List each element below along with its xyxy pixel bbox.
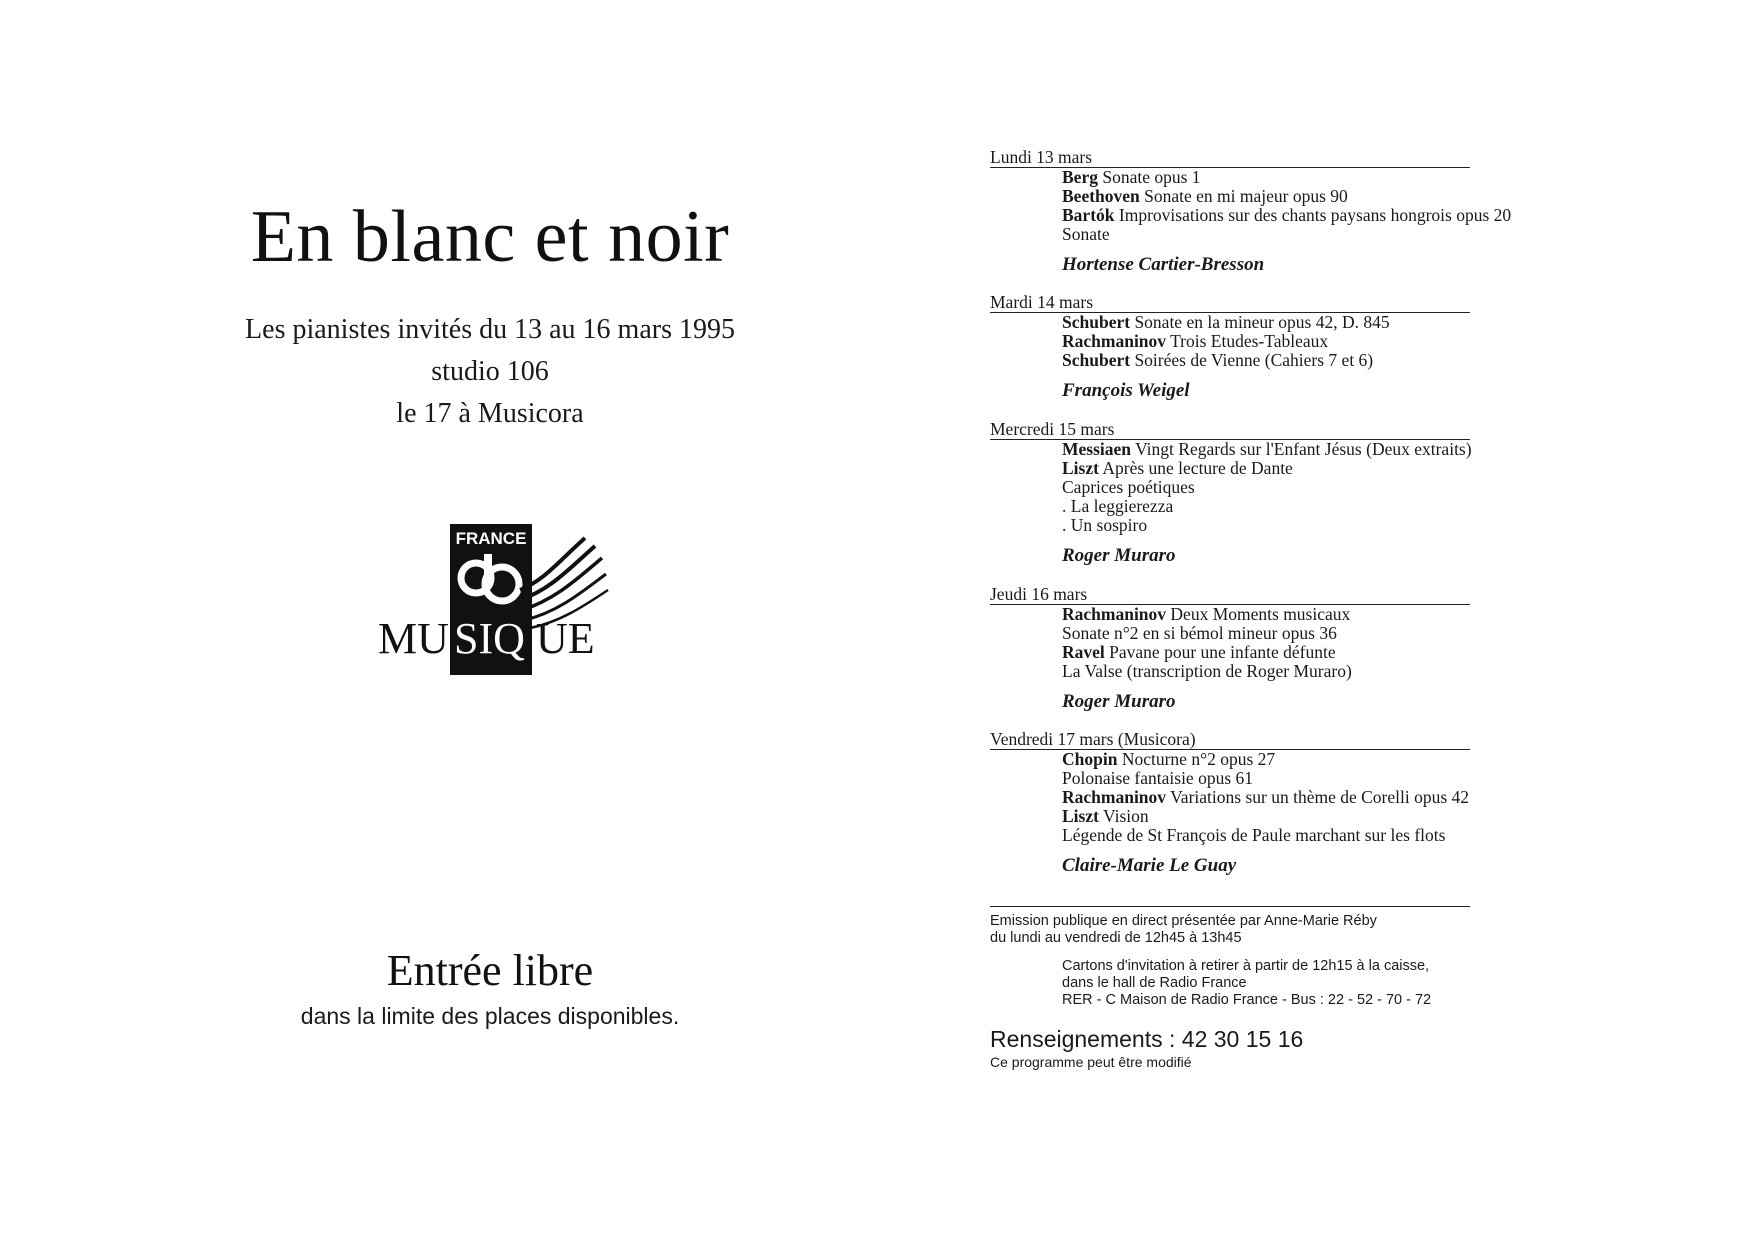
info-divider xyxy=(990,906,1470,907)
page-title: En blanc et noir xyxy=(250,196,730,278)
subtitle-studio: studio 106 xyxy=(431,356,549,387)
program-list xyxy=(1062,750,1755,845)
program-line: Schubert Sonate en la mineur opus 42, D. 845 xyxy=(1062,312,1390,332)
program-line: Messiaen Vingt Regards sur l'Enfant Jésus (Deux extraits) xyxy=(1062,439,1472,459)
program-line: Liszt Après une lecture de Dante xyxy=(1062,458,1293,478)
program-disclaimer: Ce programme peut être modifié xyxy=(990,1054,1192,1070)
program-line: Schubert Soirées de Vienne (Cahiers 7 et 6) xyxy=(1062,350,1374,370)
day-block-friday xyxy=(990,730,1755,877)
program-line: Berg Sonate opus 1 xyxy=(1062,167,1201,187)
subtitle-musicora: le 17 à Musicora xyxy=(396,398,584,429)
logo-france-text: FRANCE xyxy=(455,529,527,548)
program-line: . Un sospiro xyxy=(1062,515,1148,535)
logo-word-ue: UE xyxy=(536,614,595,663)
day-block-monday xyxy=(990,148,1755,276)
right-panel xyxy=(990,0,1755,1240)
entry-subtitle: dans la limite des places disponibles. xyxy=(300,1003,680,1029)
day-header: Mardi 14 mars xyxy=(990,293,1470,313)
pianist-name: François Weigel xyxy=(1062,380,1190,401)
day-header: Mercredi 15 mars xyxy=(990,420,1470,440)
program-line: Bartók Improvisations sur des chants paysans hongrois opus 20 xyxy=(1062,205,1512,225)
program-line: Légende de St François de Paule marchant sur les flots xyxy=(1062,825,1446,845)
renseignements-phone: Renseignements : 42 30 15 16 xyxy=(990,1026,1304,1052)
day-block-thursday xyxy=(990,585,1755,713)
program-line: Rachmaninov Deux Moments musicaux xyxy=(1062,604,1351,624)
program-list xyxy=(1062,440,1755,535)
day-block-tuesday xyxy=(990,293,1755,402)
program-line: Beethoven Sonate en mi majeur opus 90 xyxy=(1062,186,1348,206)
logo-word-mu: MU xyxy=(378,614,449,663)
pianist-name: Roger Muraro xyxy=(1062,691,1176,712)
program-line: Sonate xyxy=(1062,224,1110,244)
pianist-name: Hortense Cartier-Bresson xyxy=(1062,254,1265,275)
invite-line-1: Cartons d'invitation à retirer à partir de 12h15 à la caisse, xyxy=(1062,958,1430,974)
france-musique-logo xyxy=(370,520,610,675)
program-line: Rachmaninov Trois Etudes-Tableaux xyxy=(1062,331,1329,351)
day-header: Jeudi 16 mars xyxy=(990,585,1470,605)
day-header: Vendredi 17 mars (Musicora) xyxy=(990,730,1470,750)
pianist-name: Roger Muraro xyxy=(1062,545,1176,566)
program-line: Chopin Nocturne n°2 opus 27 xyxy=(1062,749,1276,769)
day-block-wednesday xyxy=(990,420,1755,567)
program-line: Rachmaninov Variations sur un thème de Corelli opus 42 xyxy=(1062,787,1470,807)
program-line: Polonaise fantaisie opus 61 xyxy=(1062,768,1254,788)
program-line: Ravel Pavane pour une infante défunte xyxy=(1062,642,1336,662)
broadcast-line-2: du lundi au vendredi de 12h45 à 13h45 xyxy=(990,930,1242,946)
entry-title: Entrée libre xyxy=(386,946,594,995)
program-line: . La leggierezza xyxy=(1062,496,1174,516)
program-line: La Valse (transcription de Roger Muraro) xyxy=(1062,661,1352,681)
program-list xyxy=(1062,168,1755,244)
program-line: Sonate n°2 en si bémol mineur opus 36 xyxy=(1062,623,1337,643)
program-line: Liszt Vision xyxy=(1062,806,1149,826)
subtitle-dates: Les pianistes invités du 13 au 16 mars 1995 xyxy=(245,314,735,345)
day-header: Lundi 13 mars xyxy=(990,148,1470,168)
program-list xyxy=(1062,605,1755,681)
invite-line-3: RER - C Maison de Radio France - Bus : 22 - 52 - 70 - 72 xyxy=(1062,992,1432,1008)
broadcast-line-1: Emission publique en direct présentée par Anne-Marie Réby xyxy=(990,913,1377,929)
program-line: Caprices poétiques xyxy=(1062,477,1195,497)
logo-word-siq: SIQ xyxy=(454,614,525,663)
invite-line-2: dans le hall de Radio France xyxy=(1062,975,1247,991)
pianist-name: Claire-Marie Le Guay xyxy=(1062,855,1237,876)
program-list xyxy=(1062,313,1755,370)
